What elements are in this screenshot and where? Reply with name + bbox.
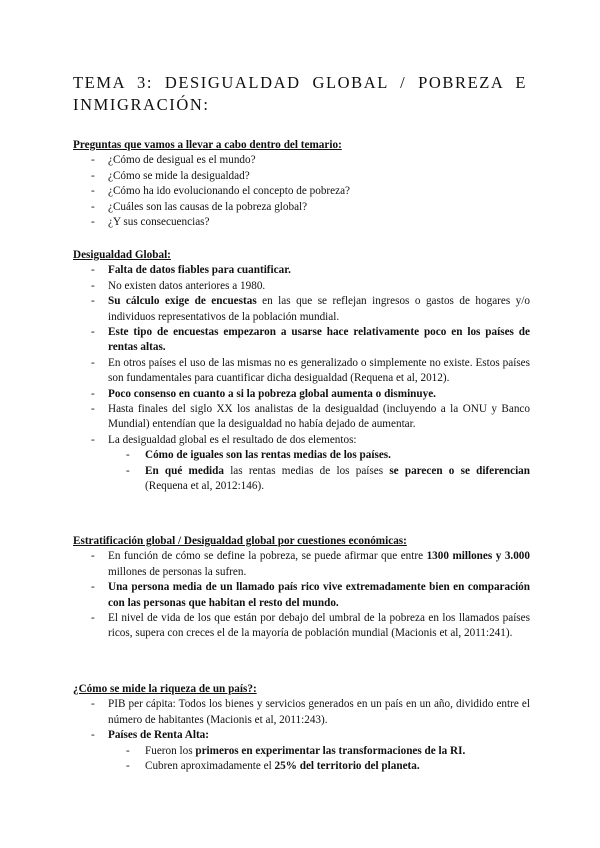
list-item: - Este tipo de encuestas empezaron a usarse hace relativamente poco en los países de rentas altas. xyxy=(73,325,530,356)
sub-list-item: - Fueron los primeros en experimentar las transformaciones de la RI. xyxy=(73,744,530,759)
list-item: - Poco consenso en cuanto a si la pobreza global aumenta o disminuye. xyxy=(73,387,530,402)
section-heading: Estratificación global / Desigualdad global por cuestiones económicas: xyxy=(73,535,407,547)
list-item: - ¿Cómo ha ido evolucionando el concepto de pobreza? xyxy=(73,184,530,199)
list-item: - ¿Cuáles son las causas de la pobreza global? xyxy=(73,200,530,215)
list-item: - Una persona media de un llamado país rico vive extremadamente bien en comparación con las personas que habitan el resto del mundo. xyxy=(73,580,530,611)
list-item: - Hasta finales del siglo XX los analistas de la desigualdad (incluyendo a la ONU y Banco Mundial) entendían que la desigualdad no había dejado de aumentar. xyxy=(73,402,530,433)
sub-list-item: - En qué medida las rentas medias de los países se parecen o se diferencian (Requena et al, 2012:146). xyxy=(73,464,530,495)
section-heading: Desigualdad Global: xyxy=(73,249,171,261)
list-item: - En otros países el uso de las mismas no es generalizado o simplemente no existe. Estos países son fundamentales para cuantificar dicha desigualdad (Requena et al, 2012). xyxy=(73,356,530,387)
section-estratificacion xyxy=(73,534,530,642)
sub-bullet-list xyxy=(73,744,530,775)
list-item: - En función de cómo se define la pobreza, se puede afirmar que entre 1300 millones y 3.000 millones de personas la sufren. xyxy=(73,549,530,580)
section-desigualdad xyxy=(73,248,530,495)
bullet-list xyxy=(73,549,530,641)
list-item: - ¿Y sus consecuencias? xyxy=(73,215,530,230)
list-item: - La desigualdad global es el resultado de dos elementos: xyxy=(73,433,530,448)
list-item: - Países de Renta Alta: xyxy=(73,728,530,743)
sub-bullet-list xyxy=(73,448,530,494)
title-line-1: TEMA 3: DESIGUALDAD GLOBAL / POBREZA E xyxy=(73,73,527,92)
document-title xyxy=(73,72,527,116)
list-item: - Falta de datos fiables para cuantificar. xyxy=(73,263,530,278)
list-item: - PIB per cápita: Todos los bienes y servicios generados en un país en un año, dividido entre el número de habitantes (Macionis et al, 2011:243). xyxy=(73,697,530,728)
sub-list-item: - Cómo de iguales son las rentas medias de los países. xyxy=(73,448,530,463)
section-heading: ¿Cómo se mide la riqueza de un país?: xyxy=(73,683,257,695)
list-item: - ¿Cómo se mide la desigualdad? xyxy=(73,169,530,184)
question-list xyxy=(73,153,530,230)
list-item: - Su cálculo exige de encuestas en las que se reflejan ingresos o gastos de hogares y/o individuos representativos de la población mundial. xyxy=(73,294,530,325)
sub-list-item: - Cubren aproximadamente el 25% del territorio del planeta. xyxy=(73,759,530,774)
list-item: - ¿Cómo de desigual es el mundo? xyxy=(73,153,530,168)
bullet-list xyxy=(73,697,530,743)
section-preguntas xyxy=(73,138,530,230)
list-item: - No existen datos anteriores a 1980. xyxy=(73,279,530,294)
title-line-2: INMIGRACIÓN: xyxy=(73,95,210,114)
list-item: - El nivel de vida de los que están por debajo del umbral de la pobreza en los llamados países ricos, supera con creces el de la mayoría de población mundial (Macionis et al, 2011:241). xyxy=(73,611,530,642)
bullet-list xyxy=(73,263,530,448)
section-riqueza xyxy=(73,682,530,774)
section-heading: Preguntas que vamos a llevar a cabo dentro del temario: xyxy=(73,139,342,151)
